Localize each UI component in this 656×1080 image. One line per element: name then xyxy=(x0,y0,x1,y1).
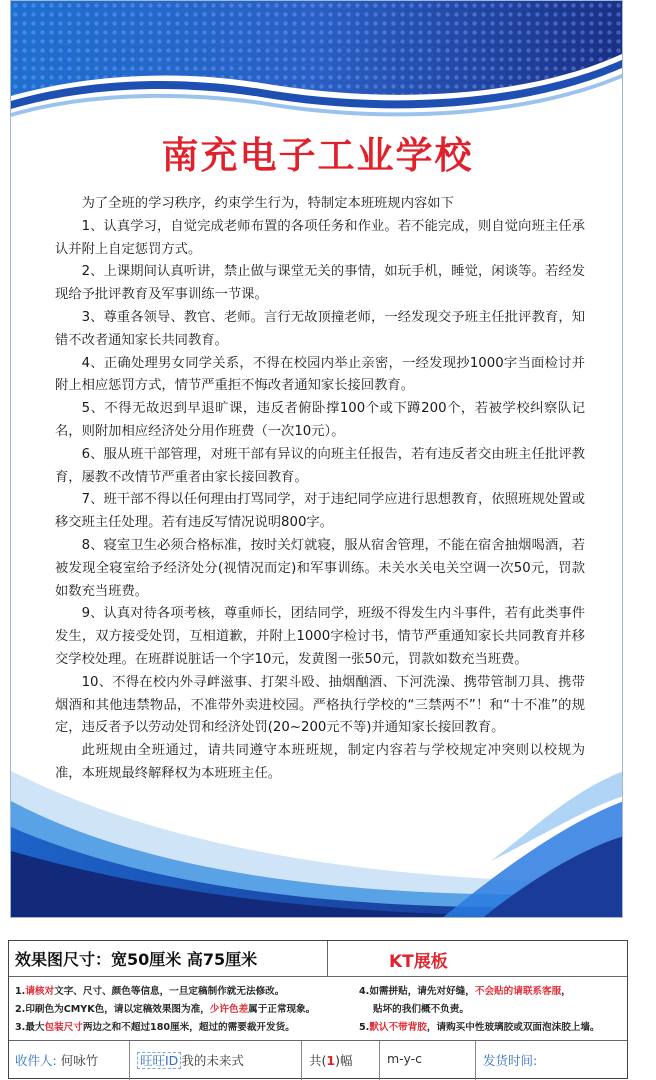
rule-10: 10、不得在校内外寻衅滋事、打架斗殴、抽烟酗酒、下河洗澡、携带管制刀具、携带烟酒和其他违禁物品，不准带外卖进校园。严格执行学校的“三禁两不”！和“十不准”的规定，违反者予以劳动处罚和经济处罚(20~200元不等)并通知家长接回教育。 xyxy=(55,674,585,736)
rule-9: 9、认真对待各项考核，尊重师长，团结同学，班级不得发生内斗事件，若有此类事件发生，双方接受处罚，互相道歉，并附上1000字检讨书，情节严重通知家长共同教育并移交学校处理。在班群说脏话一个字10元，发黄图一张50元，罚款如数充当班费。 xyxy=(55,606,585,667)
size-row xyxy=(9,941,627,977)
notes-row xyxy=(9,977,627,1041)
note-3: 3.最大包装尺寸两边之和不超过180厘米，超过的需要裁开发货。 xyxy=(15,1022,295,1033)
size-label: 效果图尺寸：宽50厘米 高75厘米 xyxy=(15,950,258,969)
rule-2: 2、上课期间认真听讲，禁止做与课堂无关的事情，如玩手机，睡觉，闲谈等。若经发现给予批评教育及军事训练一节课。 xyxy=(55,264,585,303)
divider xyxy=(327,941,328,977)
ship-time-label: 发货时间: xyxy=(483,1053,538,1068)
class-rules-text xyxy=(55,193,585,786)
note-5: 5.默认不带背胶，请购买中性玻璃胶或双面泡沫胶上墙。 xyxy=(359,1022,600,1033)
rule-1: 1、认真学习，自觉完成老师布置的各项任务和作业。若不能完成，则自觉向班主任承认并附上自定惩罚方式。 xyxy=(55,218,585,257)
count-cell: 共(1)幅 xyxy=(309,1053,353,1068)
note-1: 1.请核对文字、尺寸、颜色等信息，一旦定稿制作就无法修改。 xyxy=(15,986,285,997)
rule-3: 3、尊重各领导、教官、老师。言行无故顶撞老师，一经发现交予班主任批评教育，知错不改者通知家长共同教育。 xyxy=(55,309,585,348)
note-4-continued: 贴坏的我们概不负责。 xyxy=(373,1004,469,1015)
ship-time-cell xyxy=(483,1051,537,1069)
divider xyxy=(379,1041,380,1080)
recipient-row xyxy=(9,1041,627,1080)
recipient-cell xyxy=(15,1051,98,1069)
product-label: KT展板 xyxy=(389,952,448,972)
rule-7: 7、班干部不得以任何理由打骂同学，对于违纪同学应进行思想教育，依照班规处置或移交班主任处理。若有违反写情况说明800字。 xyxy=(55,492,585,531)
divider xyxy=(129,1041,130,1080)
rule-4: 4、正确处理男女同学关系，不得在校园内举止亲密，一经发现抄1000字当面检讨并附上相应惩罚方式，情节严重拒不悔改者通知家长接回教育。 xyxy=(55,355,585,394)
rule-6: 6、服从班干部管理，对班干部有异议的向班主任报告，若有违反者交由班主任批评教育，屡教不改情节严重者由家长接回教育。 xyxy=(55,446,585,485)
school-title: 南充电子工业学校 xyxy=(161,134,474,177)
sheet-count: 1 xyxy=(326,1053,336,1068)
rule-5: 5、不得无故迟到早退旷课，违反者俯卧撑100个或下蹲200个，若被学校纠察队记名，则附加相应经济处分用作班费（一次10元）。 xyxy=(55,401,585,439)
poster-board xyxy=(10,0,623,918)
recipient-label: 收件人: xyxy=(15,1053,57,1068)
divider xyxy=(475,1041,476,1080)
recipient-name: 何咏竹 xyxy=(60,1053,99,1068)
rules-closing: 此班规由全班通过，请共同遵守本班班规，制定内容若与学校规定冲突则以校规为准，本班规最终解释权为本班班主任。 xyxy=(55,743,585,781)
rule-8: 8、寝室卫生必须合格标准，按时关灯就寝，服从宿舍管理，不能在宿舍抽烟喝酒，若被发现全寝室给予经济处分(视情况而定)和军事训练。未关水关电关空调一次50元，罚款如数充当班费。 xyxy=(55,537,585,599)
code-cell: m-y-c xyxy=(387,1051,423,1066)
wangwang-cell xyxy=(137,1051,244,1069)
wangwang-id: 我的未来式 xyxy=(181,1053,244,1068)
note-4: 4.如需拼贴，请先对好缝，不会贴的请联系客服， xyxy=(359,986,571,997)
note-2: 2.印刷色为CMYK色，请以定稿效果图为准，少许色差属于正常现象。 xyxy=(15,1004,316,1015)
divider xyxy=(301,1041,302,1080)
order-info-panel xyxy=(8,940,628,1079)
rules-intro: 为了全班的学习秩序，约束学生行为，特制定本班班规内容如下 xyxy=(81,196,454,211)
wangwang-label: 旺旺ID xyxy=(137,1052,181,1069)
